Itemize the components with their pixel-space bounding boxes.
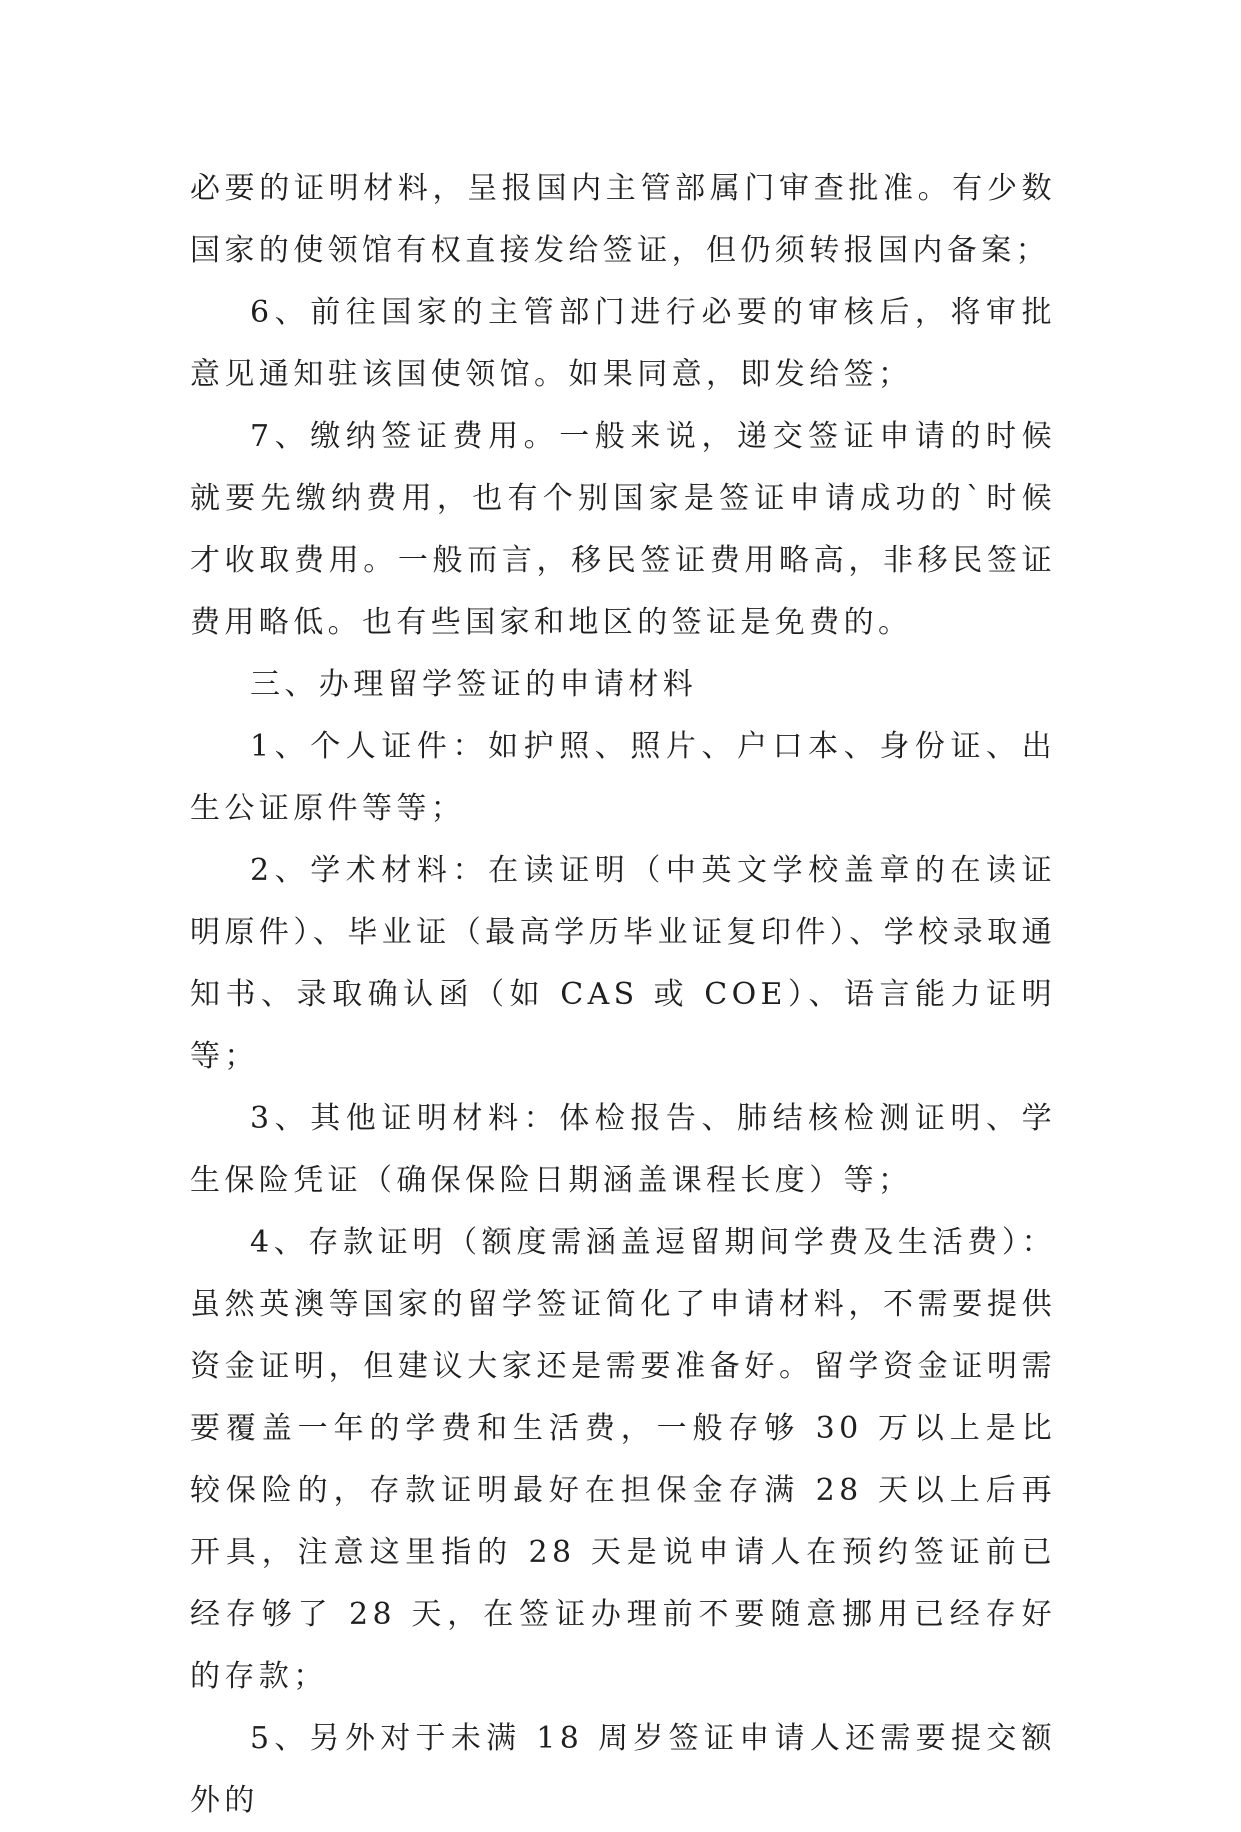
- paragraph-item-3: 3、其他证明材料：体检报告、肺结核检测证明、学生保险凭证（确保保险日期涵盖课程长度）等；: [190, 1101, 1056, 1198]
- document-body: [190, 158, 1056, 1832]
- paragraph-step-6: 6、前往国家的主管部门进行必要的审核后，将审批意见通知驻该国使领馆。如果同意，即发给签；: [190, 295, 1056, 392]
- paragraph-item-5: 5、另外对于未满 18 周岁签证申请人还需要提交额外的: [190, 1721, 1056, 1818]
- paragraph-item-4: 4、存款证明（额度需涵盖逗留期间学费及生活费）：虽然英澳等国家的留学签证简化了申请材料，不需要提供资金证明，但建议大家还是需要准备好。留学资金证明需要覆盖一年的学费和生活费，一般存够 30 万以上是比较保险的，存款证明最好在担保金存满 28 天以上后再开具，注意这里指的 28 天是说申请人在预约签证前已经存够了 28 天，在签证办理前不要随意挪用已经存好的存款；: [190, 1225, 1056, 1694]
- paragraph-item-1: 1、个人证件：如护照、照片、户口本、身份证、出生公证原件等等；: [190, 729, 1056, 826]
- paragraph-continued-materials: 必要的证明材料，呈报国内主管部属门审查批准。有少数国家的使领馆有权直接发给签证，但仍须转报国内备案；: [190, 171, 1056, 268]
- paragraph-step-7: 7、缴纳签证费用。一般来说，递交签证申请的时候就要先缴纳费用，也有个别国家是签证申请成功的`时候才收取费用。一般而言，移民签证费用略高，非移民签证费用略低。也有些国家和地区的签证是免费的。: [190, 419, 1056, 640]
- paragraph-item-2: 2、学术材料：在读证明（中英文学校盖章的在读证明原件）、毕业证（最高学历毕业证复印件）、学校录取通知书、录取确认函（如 CAS 或 COE）、语言能力证明等；: [190, 853, 1056, 1074]
- section-heading-materials: 三、办理留学签证的申请材料: [250, 667, 698, 702]
